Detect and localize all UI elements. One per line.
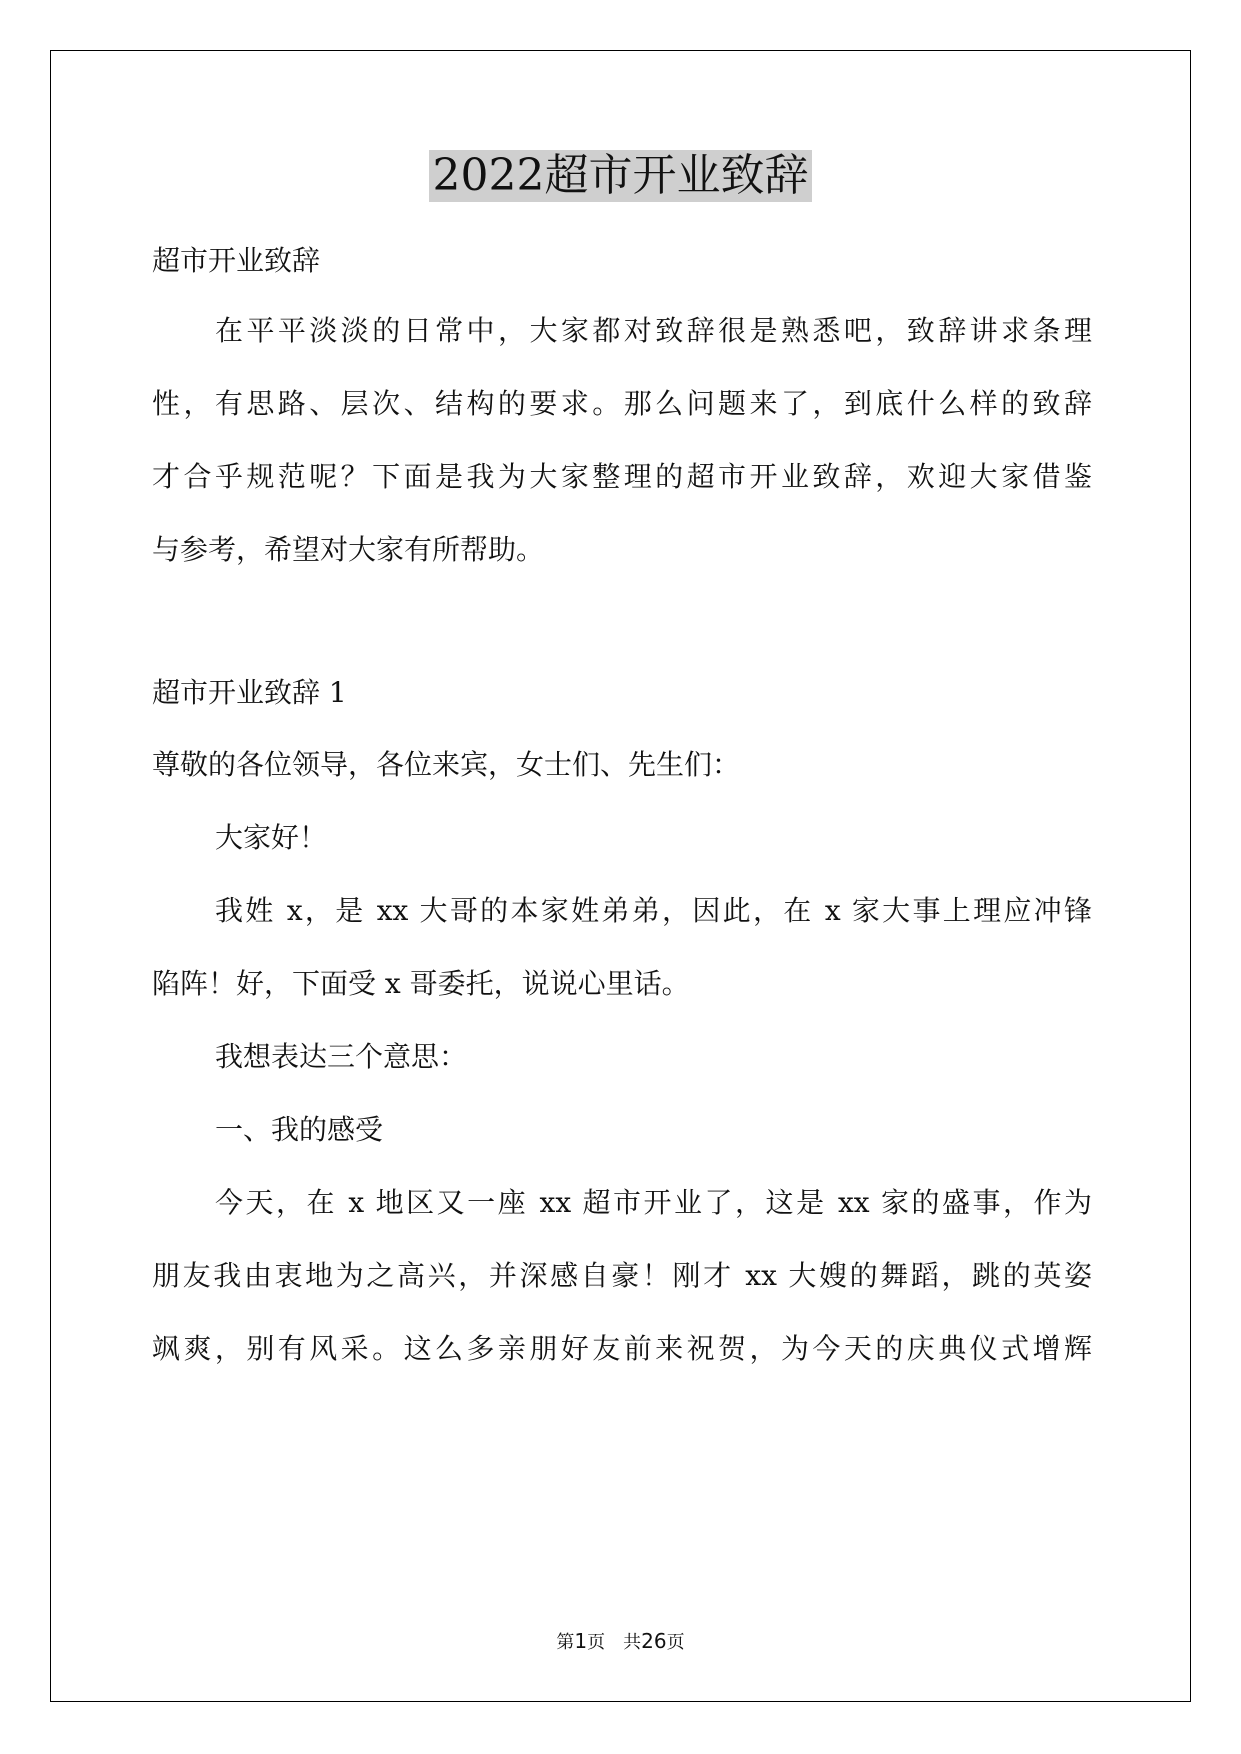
page-number: 1 [574,1629,588,1653]
page-prefix: 第 [556,1632,575,1653]
paragraph-line: 我想表达三个意思： [215,1040,468,1073]
paragraph-line: 与参考，希望对大家有所帮助。 [152,533,545,566]
salutation: 尊敬的各位领导，各位来宾，女士们、先生们： [152,748,741,781]
paragraph-line: 朋友我由衷地为之高兴，并深感自豪！刚才 xx 大嫂的舞蹈，跳的英姿 [152,1259,1092,1292]
paragraph-line: 在平平淡淡的日常中，大家都对致辞很是熟悉吧，致辞讲求条理 [215,314,1092,347]
total-suffix: 页 [666,1632,685,1653]
paragraph-line: 飒爽，别有风采。这么多亲朋好友前来祝贺，为今天的庆典仪式增辉 [152,1332,1092,1365]
section-heading: 超市开业致辞 1 [152,676,347,709]
document-title: 2022超市开业致辞 [429,150,813,202]
paragraph-line: 性，有思路、层次、结构的要求。那么问题来了，到底什么样的致辞 [152,387,1092,420]
paragraph-line: 陷阵！好，下面受 x 哥委托，说说心里话。 [152,967,690,1000]
page-suffix: 页 [587,1632,606,1653]
subheading: 一、我的感受 [215,1113,384,1146]
greeting: 大家好！ [215,821,328,854]
paragraph-line: 才合乎规范呢？下面是我为大家整理的超市开业致辞，欢迎大家借鉴 [152,460,1092,493]
total-prefix: 共 [623,1632,642,1653]
page-footer [0,1628,1241,1654]
paragraph-line: 我姓 x，是 xx 大哥的本家姓弟弟，因此，在 x 家大事上理应冲锋 [215,894,1092,927]
total-pages: 26 [641,1629,667,1653]
section-heading: 超市开业致辞 [152,244,321,277]
paragraph-line: 今天，在 x 地区又一座 xx 超市开业了，这是 xx 家的盛事，作为 [215,1186,1092,1219]
